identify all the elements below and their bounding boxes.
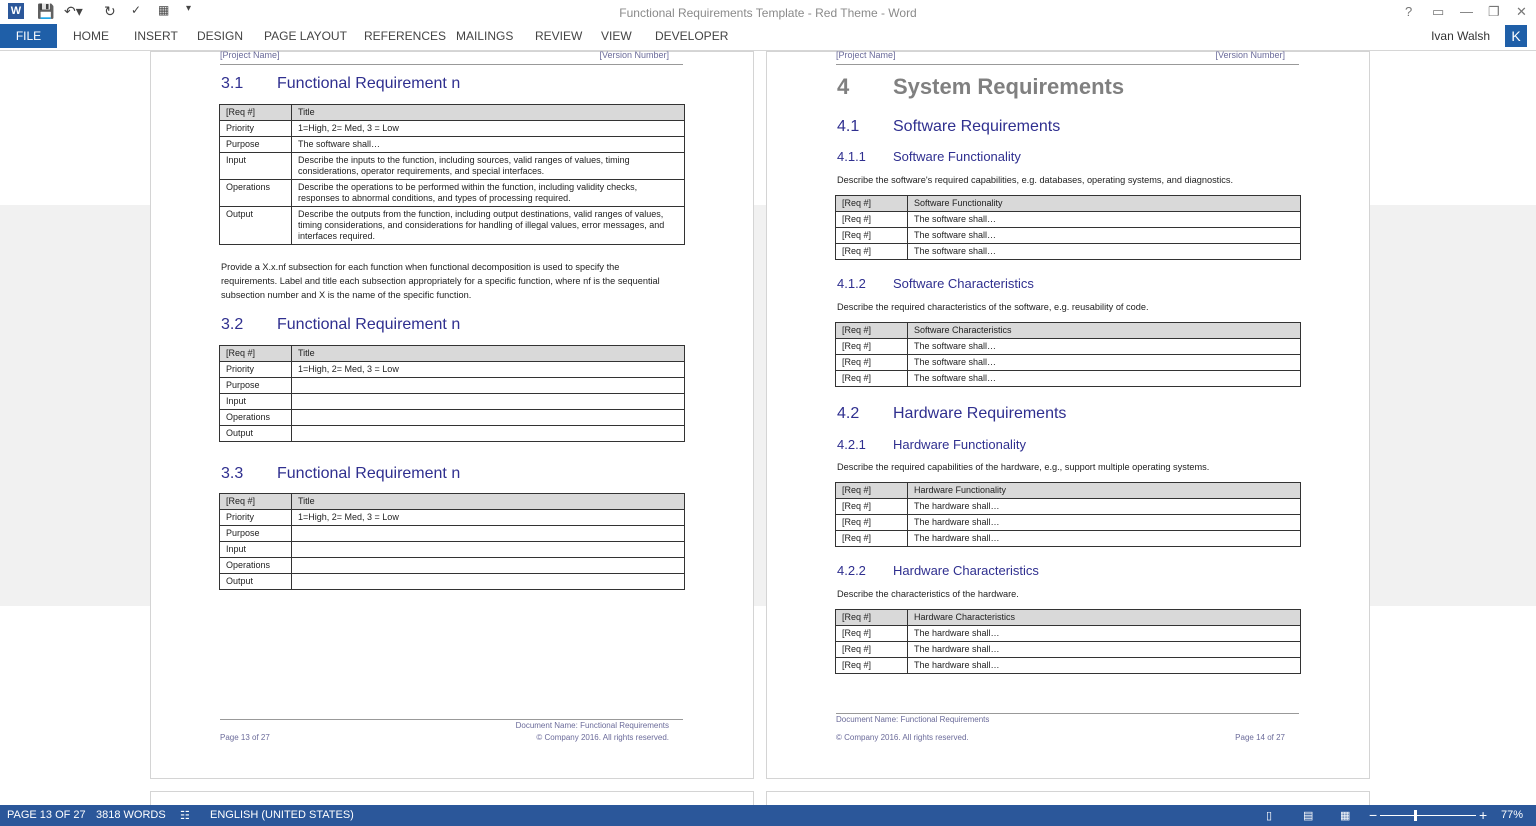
user-name[interactable]: Ivan Walsh <box>1431 29 1490 43</box>
software-characteristics-table <box>835 322 1301 387</box>
tab-mailings[interactable]: MAILINGS <box>456 29 514 43</box>
page-footer <box>836 713 1299 742</box>
customize-qa-icon[interactable]: ▾ <box>186 3 192 14</box>
page-next-left[interactable] <box>150 791 754 805</box>
heading-4-2-1: 4.2.1 Hardware Functionality <box>837 437 1026 452</box>
hardware-functionality-desc: Describe the required capabilities of the hardware, e.g., support multiple operating systems. <box>837 462 1210 472</box>
proofing-icon[interactable]: ☷ <box>180 810 190 822</box>
software-functionality-desc: Describe the software's required capabilities, e.g. databases, operating systems, and diagnostics. <box>837 175 1234 185</box>
table-row: Output <box>220 426 685 442</box>
zoom-slider-thumb[interactable] <box>1414 810 1417 821</box>
title-bar <box>0 0 1536 24</box>
table-row: [Req #] Title <box>220 346 685 362</box>
subsection-note: Provide a X.x.nf subsection for each function when functional decomposition is used to specify the requirements. Label and title each subsection appropriately for a specific function, where nf is the sequential subsection number and X is the name of the specific function. <box>221 262 660 300</box>
tab-design[interactable]: DESIGN <box>197 29 244 43</box>
table-row: [Req #] The hardware shall… <box>836 531 1301 547</box>
page-header <box>836 52 1299 65</box>
heading-4: 4 System Requirements <box>837 74 1125 99</box>
table-row: [Req #] The software shall… <box>836 228 1301 244</box>
restore-icon[interactable]: ❐ <box>1488 4 1500 19</box>
page-right[interactable] <box>766 51 1370 779</box>
tab-insert[interactable]: INSERT <box>134 29 178 43</box>
table-row: Output <box>220 574 685 590</box>
table-row: [Req #] Title <box>220 105 685 121</box>
table-row: Purpose <box>220 378 685 394</box>
tab-developer[interactable]: DEVELOPER <box>655 29 729 43</box>
table-row: Operations Describe the operations to be performed within the function, including validity checks, responses to abnormal conditions, and types of processing required. <box>220 180 685 207</box>
heading-4-2: 4.2 Hardware Requirements <box>837 405 1067 422</box>
word-count[interactable]: 3818 WORDS <box>96 809 166 821</box>
table-row: Input Describe the inputs to the function, including sources, valid ranges of values, timing considerations, operator requirements, and special interfaces. <box>220 153 685 180</box>
save-icon[interactable]: 💾 <box>37 3 55 19</box>
footer-copyright: © Company 2016. All rights reserved. <box>836 733 969 742</box>
table-row: [Req #] Software Characteristics <box>836 323 1301 339</box>
zoom-out-button[interactable]: − <box>1369 807 1378 823</box>
table-row: [Req #] The software shall… <box>836 339 1301 355</box>
close-icon[interactable]: ✕ <box>1516 4 1527 19</box>
spelling-icon[interactable]: ✓ <box>131 3 142 17</box>
tab-home[interactable]: HOME <box>73 29 109 43</box>
tab-page-layout[interactable]: PAGE LAYOUT <box>264 29 347 43</box>
tab-review[interactable]: REVIEW <box>535 29 583 43</box>
user-avatar[interactable]: K <box>1505 25 1527 47</box>
heading-3-1: 3.1 Functional Requirement n <box>221 75 461 92</box>
header-version: [Version Number] <box>1215 51 1285 60</box>
zoom-slider[interactable] <box>1380 815 1476 816</box>
footer-page-number: Page 13 of 27 <box>220 733 270 742</box>
heading-4-1-2: 4.1.2 Software Characteristics <box>837 276 1034 291</box>
tab-references[interactable]: REFERENCES <box>364 29 447 43</box>
page-count[interactable]: PAGE 13 OF 27 <box>7 809 86 821</box>
word-icon: W <box>8 3 24 19</box>
table-row: [Req #] The hardware shall… <box>836 658 1301 674</box>
page-footer <box>220 719 683 744</box>
heading-3-3: 3.3 Functional Requirement n <box>221 465 461 482</box>
table-row: [Req #] Hardware Characteristics <box>836 610 1301 626</box>
table-row: Purpose The software shall… <box>220 137 685 153</box>
table-row: [Req #] The software shall… <box>836 355 1301 371</box>
header-project: [Project Name] <box>836 51 896 60</box>
heading-3-2: 3.2 Functional Requirement n <box>221 316 461 333</box>
footer-doc-name: Document Name: Functional Requirements <box>836 715 990 724</box>
help-icon[interactable]: ? <box>1405 4 1413 19</box>
undo-icon[interactable]: ↶▾ <box>64 3 83 19</box>
requirement-table <box>219 104 685 245</box>
zoom-in-button[interactable]: + <box>1479 807 1488 823</box>
document-canvas[interactable] <box>0 51 1536 805</box>
web-layout-icon[interactable]: ▦ <box>1340 810 1351 822</box>
table-row: Priority 1=High, 2= Med, 3 = Low <box>220 510 685 526</box>
zoom-level[interactable]: 77% <box>1501 809 1524 821</box>
software-characteristics-desc: Describe the required characteristics of the software, e.g. reusability of code. <box>837 302 1149 312</box>
heading-4-1-1: 4.1.1 Software Functionality <box>837 149 1021 164</box>
tab-file[interactable]: FILE <box>0 24 57 48</box>
table-row: [Req #] The software shall… <box>836 371 1301 387</box>
header-project: [Project Name] <box>220 51 280 60</box>
software-functionality-table <box>835 195 1301 260</box>
heading-4-1: 4.1 Software Requirements <box>837 118 1061 135</box>
table-row: Input <box>220 542 685 558</box>
minimize-icon[interactable]: — <box>1460 4 1473 19</box>
ribbon-display-icon[interactable]: ▭ <box>1432 4 1445 19</box>
redo-icon[interactable]: ↻ <box>104 3 116 19</box>
footer-doc-name: Document Name: Functional Requirements <box>515 721 669 730</box>
table-row: Purpose <box>220 526 685 542</box>
hardware-functionality-table <box>835 482 1301 547</box>
table-row: Input <box>220 394 685 410</box>
table-row: [Req #] The software shall… <box>836 244 1301 260</box>
table-row: [Req #] The hardware shall… <box>836 515 1301 531</box>
footer-copyright: © Company 2016. All rights reserved. <box>536 733 669 742</box>
table-row: Priority 1=High, 2= Med, 3 = Low <box>220 362 685 378</box>
page-header <box>220 52 683 65</box>
window-title: Functional Requirements Template - Red Theme - Word <box>619 6 917 20</box>
footer-page-number: Page 14 of 27 <box>1235 733 1285 742</box>
table-row: [Req #] Software Functionality <box>836 196 1301 212</box>
table-row: [Req #] The hardware shall… <box>836 499 1301 515</box>
table-row: Operations <box>220 410 685 426</box>
table-row: Operations <box>220 558 685 574</box>
status-bar <box>0 805 1536 826</box>
header-version: [Version Number] <box>599 51 669 60</box>
table-row: [Req #] Hardware Functionality <box>836 483 1301 499</box>
table-row: Output Describe the outputs from the function, including output destinations, valid ranges of values, timing considerations, and considerations for handling of illegal values, error messages, and interfaces required. <box>220 207 685 245</box>
table-row: [Req #] The software shall… <box>836 212 1301 228</box>
table-row: [Req #] Title <box>220 494 685 510</box>
read-mode-icon[interactable]: ▯ <box>1266 810 1273 822</box>
language[interactable]: ENGLISH (UNITED STATES) <box>210 809 354 821</box>
heading-4-2-2: 4.2.2 Hardware Characteristics <box>837 563 1039 578</box>
hardware-characteristics-table <box>835 609 1301 674</box>
requirement-table <box>219 493 685 590</box>
hardware-characteristics-desc: Describe the characteristics of the hardware. <box>837 589 1019 599</box>
ribbon-tabs <box>0 24 1536 51</box>
table-row: [Req #] The hardware shall… <box>836 626 1301 642</box>
page-left[interactable] <box>150 51 754 779</box>
layout-icon[interactable]: ▦ <box>158 3 170 17</box>
table-row: Priority 1=High, 2= Med, 3 = Low <box>220 121 685 137</box>
tab-view[interactable]: VIEW <box>601 29 632 43</box>
requirement-table <box>219 345 685 442</box>
print-layout-icon[interactable]: ▤ <box>1303 810 1314 822</box>
table-row: [Req #] The hardware shall… <box>836 642 1301 658</box>
page-next-right[interactable] <box>766 791 1370 805</box>
